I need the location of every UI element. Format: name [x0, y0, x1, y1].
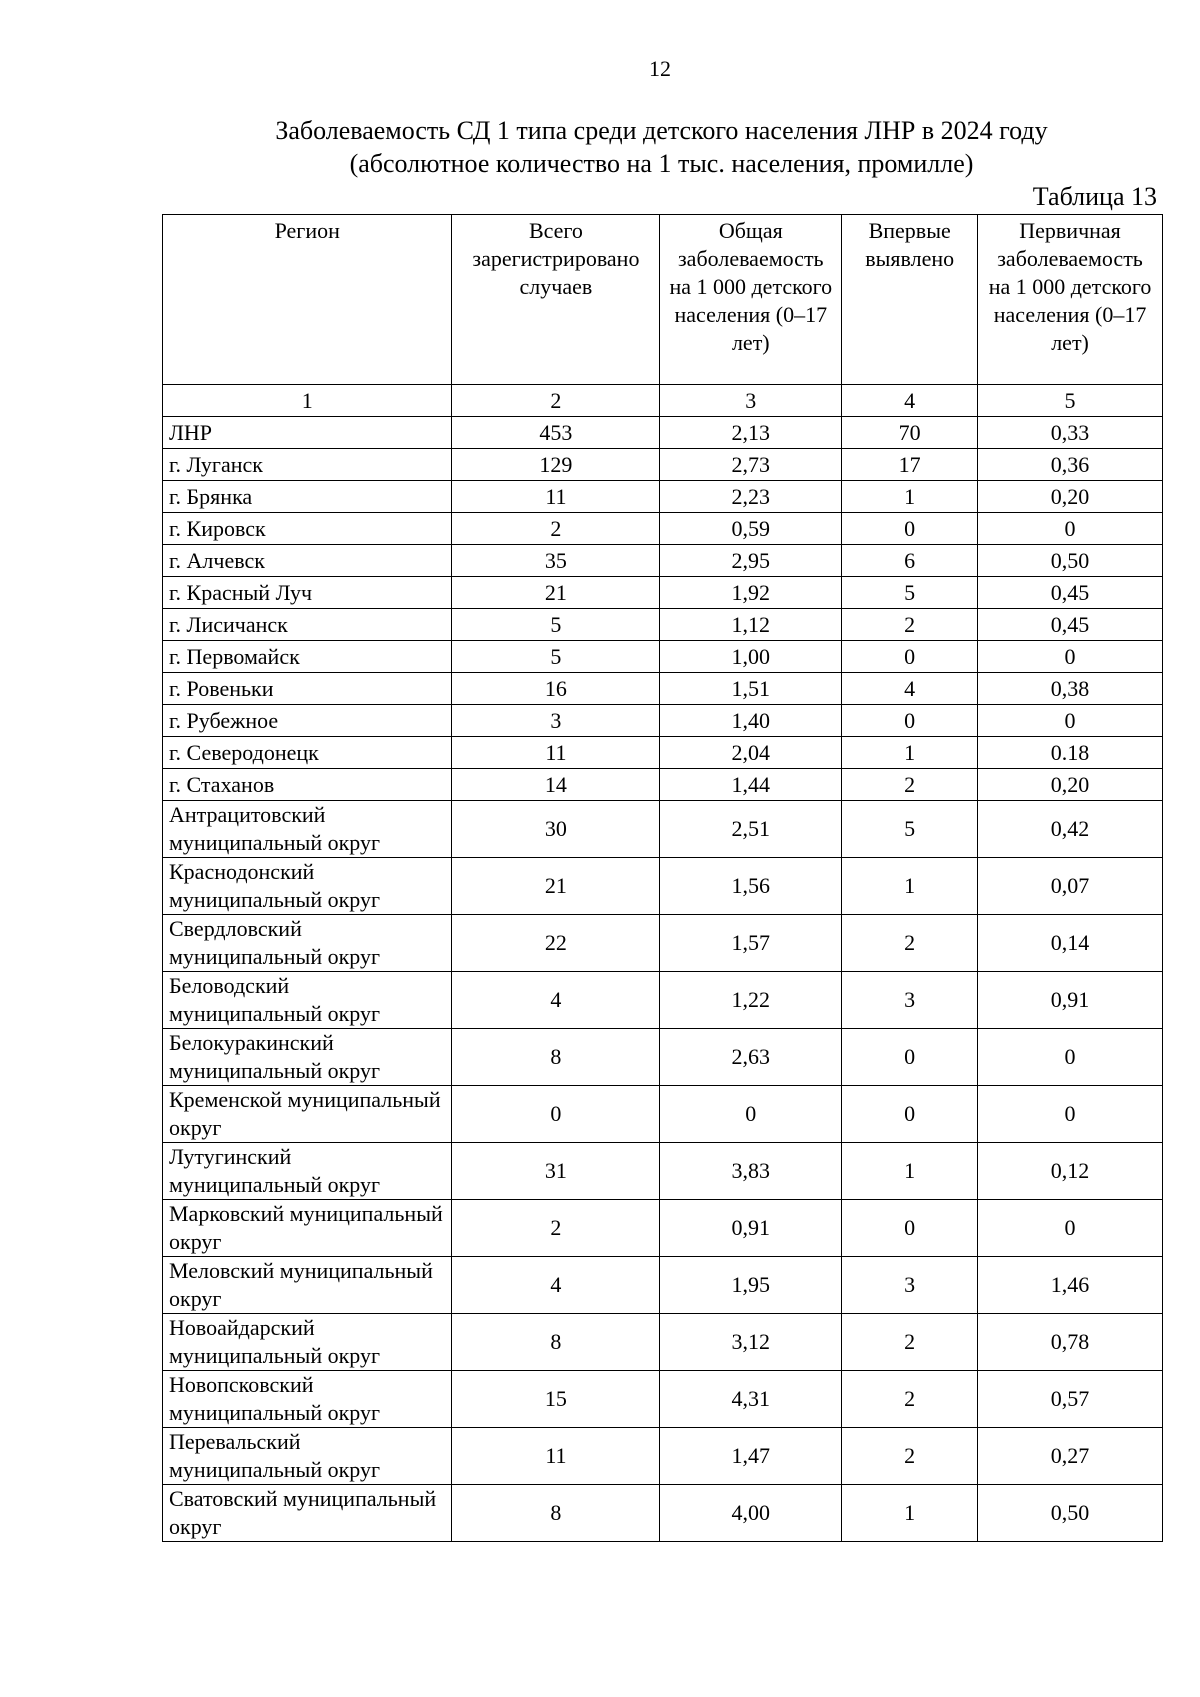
cell-primary-incidence: 0,45: [978, 609, 1163, 641]
cell-primary-incidence: 0,36: [978, 449, 1163, 481]
cell-overall-incidence: 1,22: [660, 972, 842, 1029]
cell-first-detected: 3: [842, 972, 978, 1029]
cell-first-detected: 6: [842, 545, 978, 577]
cell-total-cases: 8: [452, 1314, 660, 1371]
table-row: [163, 915, 1163, 972]
cell-first-detected: 0: [842, 1200, 978, 1257]
table-row: [163, 737, 1163, 769]
cell-total-cases: 453: [452, 417, 660, 449]
cell-primary-incidence: 0,57: [978, 1371, 1163, 1428]
cell-primary-incidence: 0,42: [978, 801, 1163, 858]
cell-primary-incidence: 0: [978, 1200, 1163, 1257]
cell-overall-incidence: 1,57: [660, 915, 842, 972]
cell-region: Антрацитовский муниципальный округ: [163, 801, 452, 858]
table-row: [163, 641, 1163, 673]
title-line-2: (абсолютное количество на 1 тыс. населения, промилле): [349, 149, 974, 178]
cell-primary-incidence: 0,20: [978, 481, 1163, 513]
cell-overall-incidence: 2,13: [660, 417, 842, 449]
cell-total-cases: 11: [452, 737, 660, 769]
header-first-detected: Впервые выявлено: [842, 215, 978, 385]
table-row: [163, 545, 1163, 577]
cell-first-detected: 5: [842, 801, 978, 858]
table-row: [163, 972, 1163, 1029]
cell-total-cases: 15: [452, 1371, 660, 1428]
cell-total-cases: 2: [452, 1200, 660, 1257]
table-row: [163, 577, 1163, 609]
cell-overall-incidence: 2,04: [660, 737, 842, 769]
cell-total-cases: 30: [452, 801, 660, 858]
cell-region: г. Кировск: [163, 513, 452, 545]
cell-first-detected: 5: [842, 577, 978, 609]
table-row: [163, 609, 1163, 641]
cell-first-detected: 3: [842, 1257, 978, 1314]
cell-primary-incidence: 0,50: [978, 1485, 1163, 1542]
cell-region: Марковский муниципальный округ: [163, 1200, 452, 1257]
cell-overall-incidence: 2,95: [660, 545, 842, 577]
cell-overall-incidence: 1,92: [660, 577, 842, 609]
cell-region: г. Брянка: [163, 481, 452, 513]
table-row: [163, 769, 1163, 801]
cell-total-cases: 0: [452, 1086, 660, 1143]
cell-total-cases: 16: [452, 673, 660, 705]
cell-region: Беловодский муниципальный округ: [163, 972, 452, 1029]
cell-first-detected: 1: [842, 1143, 978, 1200]
cell-primary-incidence: 0,20: [978, 769, 1163, 801]
header-region: Регион: [163, 215, 452, 385]
cell-total-cases: 3: [452, 705, 660, 737]
cell-total-cases: 14: [452, 769, 660, 801]
document-title: [160, 114, 1163, 180]
cell-region: г. Алчевск: [163, 545, 452, 577]
cell-first-detected: 1: [842, 481, 978, 513]
cell-first-detected: 2: [842, 609, 978, 641]
cell-primary-incidence: 0,78: [978, 1314, 1163, 1371]
page-number: 12: [649, 56, 671, 81]
cell-first-detected: 0: [842, 705, 978, 737]
cell-region: ЛНР: [163, 417, 452, 449]
cell-first-detected: 2: [842, 1428, 978, 1485]
incidence-table: [162, 214, 1163, 1542]
cell-overall-incidence: 3,83: [660, 1143, 842, 1200]
cell-total-cases: 8: [452, 1485, 660, 1542]
cell-primary-incidence: 0: [978, 513, 1163, 545]
cell-first-detected: 0: [842, 641, 978, 673]
cell-region: Перевальский муниципальный округ: [163, 1428, 452, 1485]
table-row: [163, 1143, 1163, 1200]
cell-total-cases: 4: [452, 972, 660, 1029]
header-primary-incidence: Первичная заболеваемость на 1 000 детского населения (0–17 лет): [978, 215, 1163, 385]
cell-first-detected: 1: [842, 1485, 978, 1542]
table-row: [163, 1371, 1163, 1428]
cell-region: г. Красный Луч: [163, 577, 452, 609]
cell-primary-incidence: 0,07: [978, 858, 1163, 915]
cell-primary-incidence: 0: [978, 641, 1163, 673]
cell-first-detected: 1: [842, 737, 978, 769]
cell-overall-incidence: 0,59: [660, 513, 842, 545]
cell-primary-incidence: 0,91: [978, 972, 1163, 1029]
table-row: [163, 1428, 1163, 1485]
header-total-cases: Всего зарегистрировано случаев: [452, 215, 660, 385]
cell-total-cases: 11: [452, 1428, 660, 1485]
cell-first-detected: 2: [842, 915, 978, 972]
cell-primary-incidence: 0: [978, 1086, 1163, 1143]
cell-total-cases: 5: [452, 609, 660, 641]
cell-region: Сватовский муниципальный округ: [163, 1485, 452, 1542]
cell-overall-incidence: 1,95: [660, 1257, 842, 1314]
cell-region: г. Лисичанск: [163, 609, 452, 641]
cell-overall-incidence: 0: [660, 1086, 842, 1143]
table-label: Таблица 13: [1032, 182, 1157, 211]
cell-primary-incidence: 0,45: [978, 577, 1163, 609]
cell-total-cases: 5: [452, 641, 660, 673]
column-number: 5: [978, 385, 1163, 417]
cell-region: Белокуракинский муниципальный округ: [163, 1029, 452, 1086]
cell-first-detected: 2: [842, 769, 978, 801]
cell-primary-incidence: 0.18: [978, 737, 1163, 769]
cell-primary-incidence: 0: [978, 1029, 1163, 1086]
cell-region: Краснодонский муниципальный округ: [163, 858, 452, 915]
table-row: [163, 801, 1163, 858]
cell-total-cases: 31: [452, 1143, 660, 1200]
cell-first-detected: 4: [842, 673, 978, 705]
cell-region: г. Северодонецк: [163, 737, 452, 769]
table-row: [163, 858, 1163, 915]
cell-total-cases: 4: [452, 1257, 660, 1314]
cell-overall-incidence: 0,91: [660, 1200, 842, 1257]
header-overall-incidence: Общая заболеваемость на 1 000 детского населения (0–17 лет): [660, 215, 842, 385]
table-row: [163, 513, 1163, 545]
cell-primary-incidence: 0,50: [978, 545, 1163, 577]
table-row: [163, 481, 1163, 513]
cell-overall-incidence: 1,40: [660, 705, 842, 737]
title-line-1: Заболеваемость СД 1 типа среди детского населения ЛНР в 2024 году: [275, 116, 1048, 145]
cell-primary-incidence: 0: [978, 705, 1163, 737]
cell-overall-incidence: 2,51: [660, 801, 842, 858]
cell-region: Лутугинский муниципальный округ: [163, 1143, 452, 1200]
table-row: [163, 1257, 1163, 1314]
cell-first-detected: 17: [842, 449, 978, 481]
cell-total-cases: 2: [452, 513, 660, 545]
table-row: [163, 449, 1163, 481]
cell-total-cases: 11: [452, 481, 660, 513]
table-row: [163, 1086, 1163, 1143]
table-header-row: [163, 215, 1163, 385]
cell-total-cases: 22: [452, 915, 660, 972]
cell-total-cases: 35: [452, 545, 660, 577]
cell-primary-incidence: 0,27: [978, 1428, 1163, 1485]
cell-overall-incidence: 1,00: [660, 641, 842, 673]
cell-overall-incidence: 4,31: [660, 1371, 842, 1428]
table-body: [163, 417, 1163, 1542]
cell-first-detected: 2: [842, 1314, 978, 1371]
table-row: [163, 673, 1163, 705]
column-number-row: [163, 385, 1163, 417]
cell-first-detected: 1: [842, 858, 978, 915]
cell-primary-incidence: 0,33: [978, 417, 1163, 449]
cell-first-detected: 0: [842, 1086, 978, 1143]
cell-region: Новопсковский муниципальный округ: [163, 1371, 452, 1428]
cell-primary-incidence: 0,12: [978, 1143, 1163, 1200]
cell-region: Меловский муниципальный округ: [163, 1257, 452, 1314]
table-row: [163, 1485, 1163, 1542]
column-number: 1: [163, 385, 452, 417]
cell-overall-incidence: 1,47: [660, 1428, 842, 1485]
cell-region: Кременской муниципальный округ: [163, 1086, 452, 1143]
cell-first-detected: 0: [842, 1029, 978, 1086]
cell-region: г. Луганск: [163, 449, 452, 481]
cell-region: г. Рубежное: [163, 705, 452, 737]
cell-overall-incidence: 4,00: [660, 1485, 842, 1542]
cell-total-cases: 21: [452, 858, 660, 915]
cell-total-cases: 129: [452, 449, 660, 481]
cell-overall-incidence: 2,73: [660, 449, 842, 481]
cell-region: г. Первомайск: [163, 641, 452, 673]
cell-primary-incidence: 1,46: [978, 1257, 1163, 1314]
cell-overall-incidence: 1,44: [660, 769, 842, 801]
cell-primary-incidence: 0,38: [978, 673, 1163, 705]
table-row: [163, 705, 1163, 737]
cell-first-detected: 0: [842, 513, 978, 545]
cell-total-cases: 8: [452, 1029, 660, 1086]
cell-region: г. Ровеньки: [163, 673, 452, 705]
cell-primary-incidence: 0,14: [978, 915, 1163, 972]
cell-overall-incidence: 2,23: [660, 481, 842, 513]
table-row: [163, 1029, 1163, 1086]
table-row: [163, 1314, 1163, 1371]
column-number: 3: [660, 385, 842, 417]
cell-region: Свердловский муниципальный округ: [163, 915, 452, 972]
cell-overall-incidence: 2,63: [660, 1029, 842, 1086]
column-number: 4: [842, 385, 978, 417]
cell-first-detected: 2: [842, 1371, 978, 1428]
cell-region: г. Стаханов: [163, 769, 452, 801]
cell-overall-incidence: 1,12: [660, 609, 842, 641]
cell-overall-incidence: 3,12: [660, 1314, 842, 1371]
column-number: 2: [452, 385, 660, 417]
cell-overall-incidence: 1,56: [660, 858, 842, 915]
cell-first-detected: 70: [842, 417, 978, 449]
cell-region: Новоайдарский муниципальный округ: [163, 1314, 452, 1371]
cell-total-cases: 21: [452, 577, 660, 609]
table-row: [163, 1200, 1163, 1257]
cell-overall-incidence: 1,51: [660, 673, 842, 705]
table-row: [163, 417, 1163, 449]
